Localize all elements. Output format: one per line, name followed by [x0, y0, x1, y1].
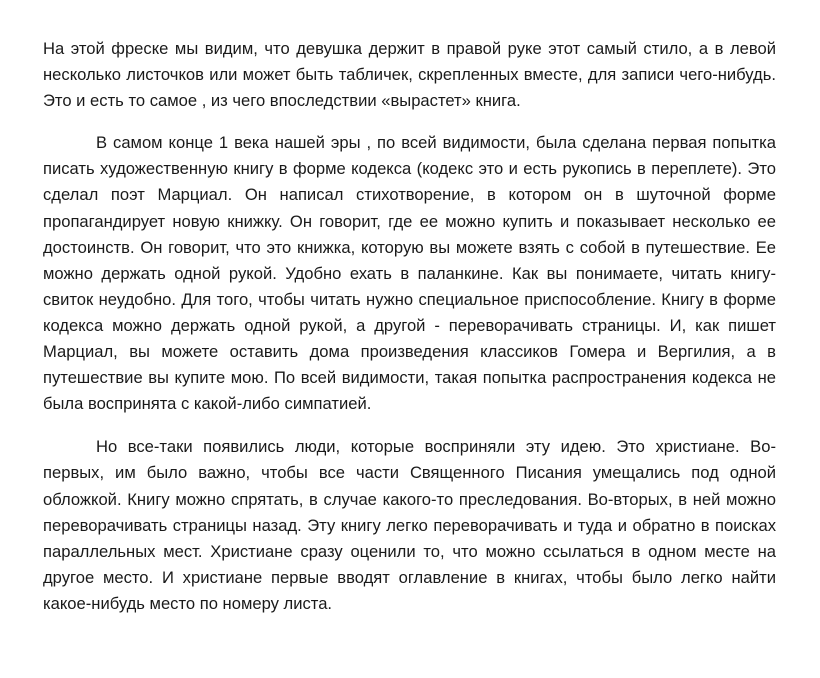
document-page	[43, 36, 776, 617]
paragraph-3: Но все-таки появились люди, которые восприняли эту идею. Это христиане. Во-первых, им было важно, чтобы все части Священного Писания умещались под одной обложкой. Книгу можно спрятать, в случае какого-то преследования. Во-вторых, в ней можно переворачивать страницы назад. Эту книгу легко переворачивать и туда и обратно в поисках параллельных мест. Христиане сразу оценили то, что можно ссылаться в одном месте на другое место. И христиане первые вводят оглавление в книгах, чтобы было легко найти какое-нибудь место по номеру листа.	[43, 437, 776, 613]
paragraph-spacer	[43, 114, 776, 130]
paragraph-1: На этой фреске мы видим, что девушка держит в правой руке этот самый стило, а в левой несколько листочков или может быть табличек, скрепленных вместе, для записи чего-нибудь. Это и есть то самое , из чего впоследствии «вырастет» книга.	[43, 39, 776, 111]
paragraph-2: В самом конце 1 века нашей эры , по всей видимости, была сделана первая попытка писать художественную книгу в форме кодекса (кодекс это и есть рукопись в переплете). Это сделал поэт Марциал. Он написал стихотворение, в котором он в шуточной форме пропагандирует новую книжку. Он говорит, где ее можно купить и показывает несколько ее достоинств. Он говорит, что это книжка, которую вы можете взять с собой в путешествие. Ее можно держать одной рукой. Удобно ехать в паланкине. Как вы понимаете, читать книгу-свиток неудобно. Для того, чтобы читать нужно специальное приспособление. Книгу в форме кодекса можно держать одной рукой, а другой - переворачивать страницы. И, как пишет Марциал, вы можете оставить дома произведения классиков Гомера и Вергилия, а в путешествие вы купите мою. По всей видимости, такая попытка распространения кодекса не была воспринята с какой-либо симпатией.	[43, 133, 776, 414]
paragraph-spacer	[43, 417, 776, 434]
